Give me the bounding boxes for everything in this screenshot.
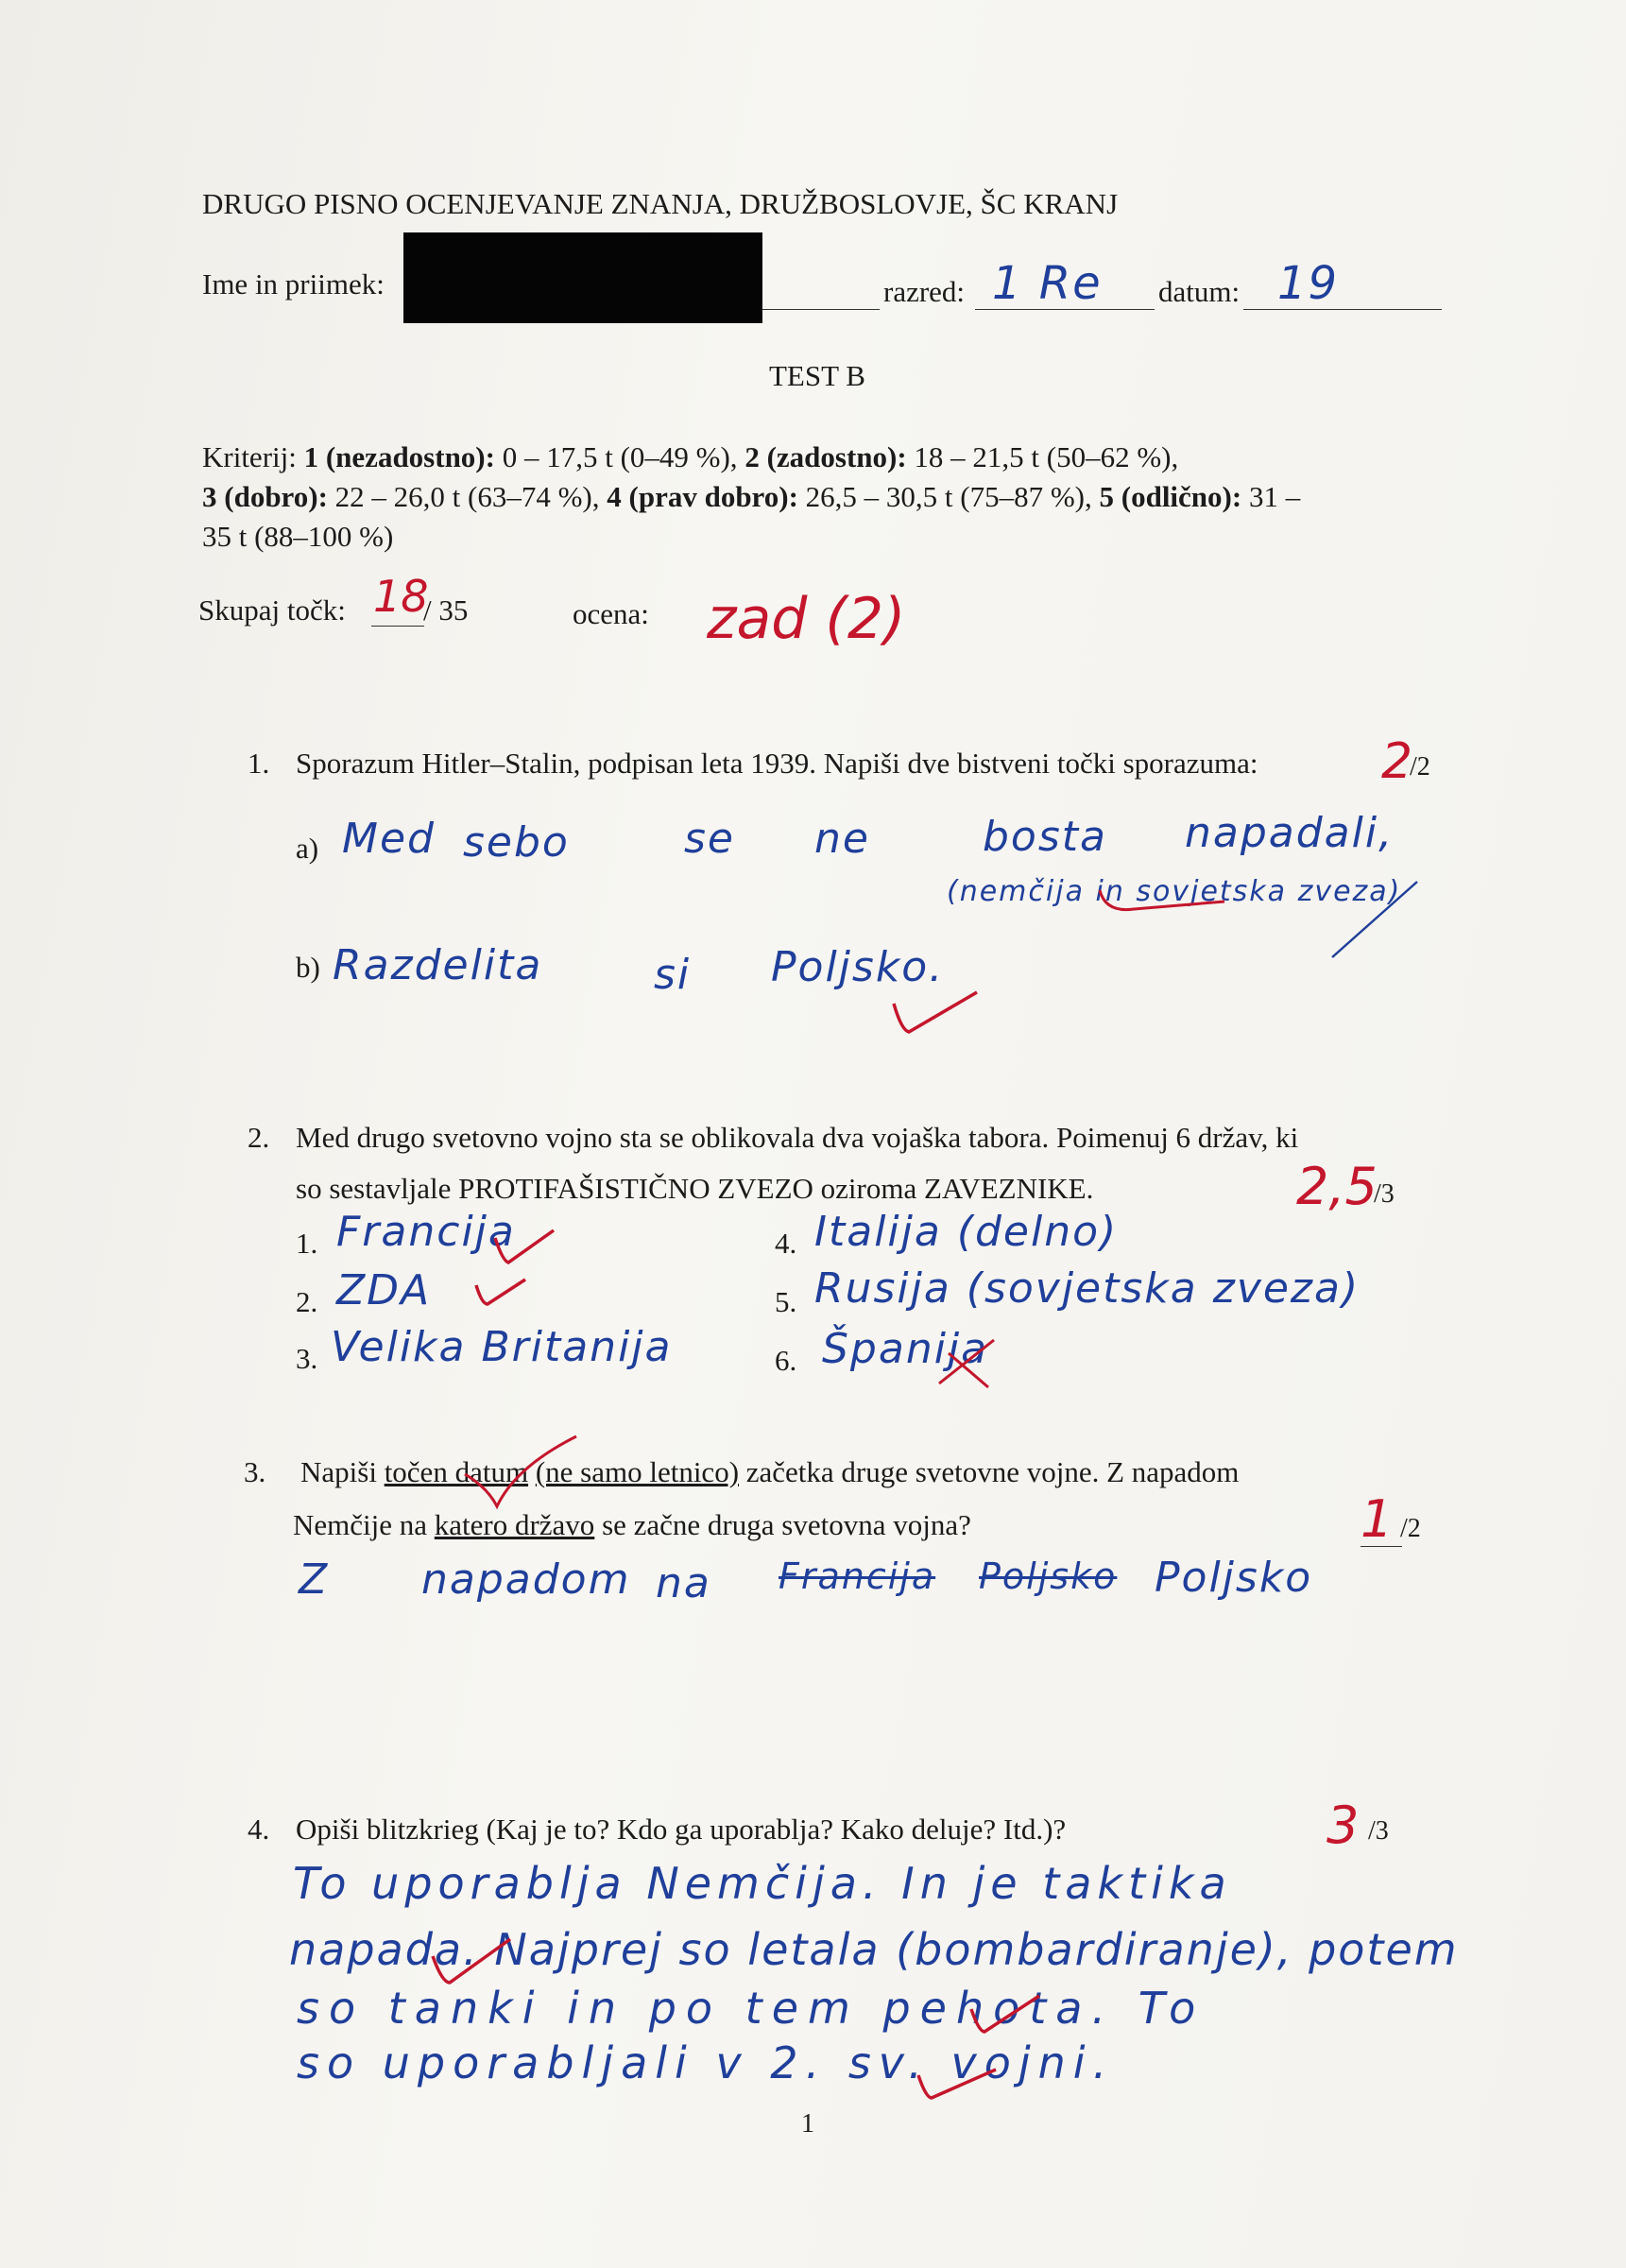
q2-item-1-answer: Francija (336, 1208, 516, 1256)
q1-underline-mark (1096, 885, 1228, 922)
class-value: 1 Re (992, 257, 1103, 310)
q4-answer-line-1: To uporablja Nemčija. In je taktika (293, 1858, 1232, 1909)
q1-b-word-3: Poljsko. (771, 943, 945, 991)
grade-value: zad (2) (707, 586, 906, 652)
q2-item-1-num: 1. (296, 1227, 318, 1260)
q2-item-6-answer: Španija (822, 1325, 989, 1373)
q4-answer-line-4: so uporabljali v 2. sv. vojni. (297, 2037, 1115, 2088)
q2-item-6-cross-icon (935, 1334, 1001, 1391)
exam-title: DRUGO PISNO OCENJEVANJE ZNANJA, DRUŽBOSLOVJE, ŠC KRANJ (202, 187, 1119, 220)
q2-item-3-answer: Velika Britanija (331, 1323, 673, 1371)
q1-number: 1. (248, 747, 270, 780)
q3-answer-struck-2: Poljsko (979, 1555, 1118, 1597)
q2-item-1-check-icon (491, 1225, 557, 1266)
q2-number: 2. (248, 1121, 270, 1154)
q4-score: 3 (1326, 1796, 1360, 1855)
q1-max: /2 (1410, 752, 1430, 782)
q2-item-5-answer: Rusija (sovjetska zveza) (814, 1264, 1361, 1313)
q2-item-2-num: 2. (296, 1285, 318, 1318)
q1-a-note: (nemčija in sovjetska zveza) (947, 875, 1402, 908)
q3-text-line-1: Napiši točen datum (ne samo letnico) začetka druge svetovne vojne. Z napadom (300, 1455, 1240, 1488)
total-points-underline (371, 626, 424, 627)
q1-a-word-5: bosta (983, 813, 1107, 861)
q2-item-2-check-icon (472, 1274, 529, 1308)
q4-number: 4. (248, 1813, 270, 1846)
total-points-max: / 35 (423, 593, 469, 627)
class-label: razred: (883, 275, 966, 308)
name-underline (762, 309, 880, 310)
q3-score-underline (1361, 1546, 1402, 1547)
q1-b-word-1: Razdelita (333, 941, 543, 989)
date-label: datum: (1158, 275, 1241, 308)
q2-score: 2,5 (1296, 1157, 1378, 1216)
q1-a-word-6: napadali, (1185, 809, 1395, 857)
q1-text: Sporazum Hitler–Stalin, podpisan leta 1939. Napiši dve bistveni točki sporazuma: (296, 747, 1258, 780)
page-number: 1 (801, 2109, 814, 2139)
q4-answer-line-3: so tanki in po tem pehota. To (297, 1983, 1206, 2034)
test-label: TEST B (769, 359, 865, 392)
q1-score: 2 (1381, 733, 1413, 790)
q1-b-label: b) (296, 951, 320, 984)
q3-answer-word-2: napadom (421, 1555, 631, 1604)
q2-item-5-num: 5. (775, 1285, 797, 1318)
q2-item-4-answer: Italija (delno) (814, 1208, 1119, 1256)
criteria-line-3: 35 t (88–100 %) (202, 520, 394, 553)
q1-a-word-4: ne (814, 815, 870, 863)
total-points-value: 18 (373, 571, 429, 622)
redacted-name (403, 232, 762, 323)
criteria-line-1: Kriterij: 1 (nezadostno): 0 – 17,5 t (0–49 %), 2 (zadostno): 18 – 21,5 t (50–62 %), (202, 440, 1179, 473)
q1-a-word-1: Med (342, 815, 436, 863)
q3-max: /2 (1400, 1514, 1421, 1543)
q3-answer-struck-1: Francija (779, 1555, 936, 1597)
q4-answer-line-2: napada. Najprej so letala (bombardiranje), potem (289, 1924, 1459, 1975)
q1-slash-mark (1323, 877, 1427, 962)
q1-a-word-3: se (684, 815, 735, 863)
date-underline (1243, 309, 1442, 310)
q1-b-check-icon (888, 983, 983, 1040)
q3-score: 1 (1361, 1489, 1394, 1549)
q2-item-4-num: 4. (775, 1227, 797, 1260)
q3-text-line-2: Nemčije na katero državo se začne druga svetovna vojna? (293, 1508, 971, 1541)
q2-item-6-num: 6. (775, 1344, 797, 1377)
q1-a-word-2: sebo (463, 818, 570, 867)
q3-answer-word-3: na (656, 1559, 711, 1607)
q2-max: /3 (1374, 1179, 1395, 1209)
q3-number: 3. (244, 1455, 266, 1488)
q4-max: /3 (1368, 1816, 1389, 1846)
q2-text-line-1: Med drugo svetovno vojno sta se oblikovala dva vojaška tabora. Poimenuj 6 držav, ki (296, 1121, 1299, 1154)
q2-item-2-answer: ZDA (336, 1266, 432, 1314)
class-underline (975, 309, 1155, 310)
q3-answer-word-1: Z (299, 1555, 330, 1604)
grade-label: ocena: (573, 597, 649, 630)
date-value: 19 (1277, 257, 1340, 310)
criteria-line-2: 3 (dobro): 22 – 26,0 t (63–74 %), 4 (prav dobro): 26,5 – 30,5 t (75–87 %), 5 (odlično): 31 – (202, 480, 1301, 513)
q4-check-icon-3 (915, 2056, 1000, 2104)
q1-a-label: a) (296, 832, 319, 865)
q2-text-line-2: so sestavljale PROTIFAŠISTIČNO ZVEZO oziroma ZAVEZNIKE. (296, 1172, 1094, 1205)
q3-cross-icon (459, 1429, 582, 1514)
q2-item-3-num: 3. (296, 1342, 318, 1375)
q1-b-word-2: si (654, 951, 692, 999)
q4-text: Opiši blitzkrieg (Kaj je to? Kdo ga uporablja? Kako deluje? Itd.)? (296, 1813, 1067, 1846)
q4-check-icon-1 (429, 1933, 514, 1990)
q4-check-icon-2 (967, 1990, 1043, 2037)
name-label: Ime in priimek: (202, 267, 385, 301)
q3-answer-final: Poljsko (1155, 1554, 1313, 1602)
total-points-label: Skupaj točk: (198, 593, 346, 627)
